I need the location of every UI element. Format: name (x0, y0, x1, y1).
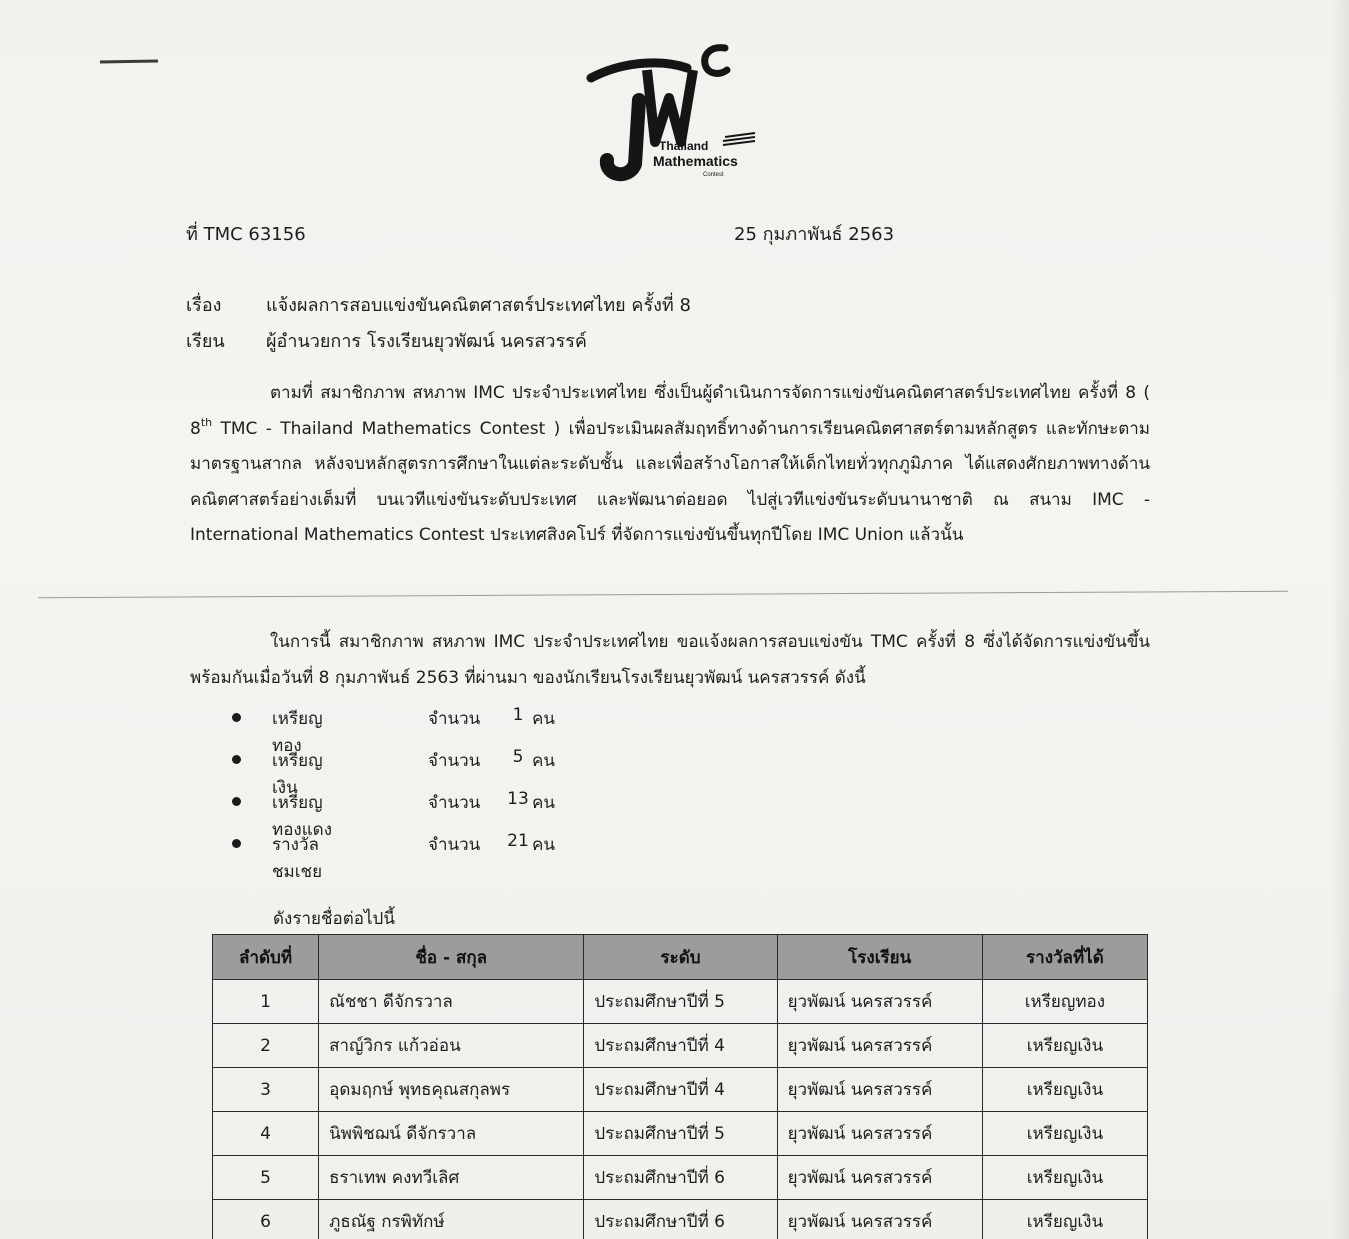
medal-unit: คน (532, 709, 555, 729)
list-intro-text: ดังรายชื่อต่อไปนี้ (273, 909, 395, 929)
table-row (213, 1200, 1148, 1239)
medal-unit: คน (532, 751, 555, 771)
medal-count-label: จำนวน (428, 835, 481, 855)
para1-part-a: ตามที่ สมาชิกภาพ สหภาพ IMC ประจำประเทศไทย ซึ่งเป็นผู้ดำเนินการจัดการแข่งขันคณิตศาสตร์ประเทศไทย ครั้งที่ 8 ( 8 (190, 383, 1150, 439)
document-date: 25 กุมภาพันธ์ 2563 (734, 224, 895, 245)
column-header-award: รางวัลที่ได้ (982, 935, 1147, 980)
table-row (213, 1068, 1148, 1112)
cell-school: ยุวพัฒน์ นครสวรรค์ (777, 1112, 982, 1156)
cell-school: ยุวพัฒน์ นครสวรรค์ (777, 1024, 982, 1068)
cell-name: ธราเทพ คงทวีเลิศ (319, 1156, 584, 1200)
medal-count: 21 (507, 831, 529, 851)
medal-count: 5 (512, 747, 524, 767)
cell-no: 6 (213, 1200, 319, 1239)
tmc-logo (585, 40, 770, 190)
para1-superscript: th (200, 415, 213, 429)
cell-no: 5 (213, 1156, 319, 1200)
medal-name: เหรียญเงิน (272, 751, 323, 798)
cell-name: สาญ์วิกร แก้วอ่อน (319, 1024, 584, 1068)
bullet-icon (232, 755, 241, 764)
recipient-label: เรียน (186, 331, 225, 352)
column-header-no: ลำดับที่ (213, 935, 319, 980)
cell-school: ยุวพัฒน์ นครสวรรค์ (777, 1068, 982, 1112)
subject-label: เรื่อง (186, 295, 222, 316)
table-row (213, 1024, 1148, 1068)
medal-unit: คน (532, 835, 555, 855)
cell-no: 3 (213, 1068, 319, 1112)
cell-name: ณัชชา ดีจักรวาล (319, 980, 584, 1024)
pen-mark (100, 59, 158, 63)
medal-name: รางวัลชมเชย (272, 835, 323, 882)
cell-level: ประถมศึกษาปีที่ 6 (584, 1200, 777, 1239)
cell-award: เหรียญเงิน (982, 1068, 1147, 1112)
document-ref-number: ที่ TMC 63156 (186, 224, 306, 245)
logo-line2: Mathematics (653, 153, 738, 169)
cell-level: ประถมศึกษาปีที่ 5 (584, 1112, 777, 1156)
cell-name: อุดมฤกษ์ พุทธคุณสกุลพร (319, 1068, 584, 1112)
medal-count: 13 (507, 789, 529, 809)
column-header-school: โรงเรียน (777, 935, 982, 980)
cell-level: ประถมศึกษาปีที่ 4 (584, 1024, 777, 1068)
bullet-icon (232, 839, 241, 848)
bullet-icon (232, 797, 241, 806)
cell-level: ประถมศึกษาปีที่ 6 (584, 1156, 777, 1200)
medal-count: 1 (512, 705, 524, 725)
cell-no: 2 (213, 1024, 319, 1068)
body-paragraph-1 (190, 376, 1150, 554)
medal-name: เหรียญทองแดง (272, 793, 333, 840)
table-header-row (213, 935, 1148, 980)
cell-no: 4 (213, 1112, 319, 1156)
cell-school: ยุวพัฒน์ นครสวรรค์ (777, 1200, 982, 1239)
cell-award: เหรียญทอง (982, 980, 1147, 1024)
cell-school: ยุวพัฒน์ นครสวรรค์ (777, 1156, 982, 1200)
page-edge-shadow (1331, 0, 1349, 1239)
subject-text: แจ้งผลการสอบแข่งขันคณิตศาสตร์ประเทศไทย ครั้งที่ 8 (266, 295, 691, 316)
para1-part-b: TMC - Thailand Mathematics Contest ) เพื่อประเมินผลสัมฤทธิ์ทางด้านการเรียนคณิตศาสตร์ตามหลักสูตร และทักษะตามมาตรฐานสากล หลังจบหลักสูตรการศึกษาในแต่ละระดับชั้น และเพื่อสร้างโอกาสให้เด็กไทยทั่วทุกภูมิภาค ได้แสดงศักยภาพทางด้านคณิตศาสตร์อย่างเต็มที่ บนเวทีแข่งขันระดับประเทศ และพัฒนาต่อยอด ไปสู่เวทีแข่งขันระดับนานาชาติ ณ สนาม IMC - International Mathematics Contest ประเทศสิงคโปร์ ที่จัดการแข่งขันขึ้นทุกปีโดย IMC Union แล้วนั้น (190, 418, 1150, 545)
cell-name: นิพพิชฌน์ ดีจักรวาล (319, 1112, 584, 1156)
cell-award: เหรียญเงิน (982, 1200, 1147, 1239)
cell-level: ประถมศึกษาปีที่ 5 (584, 980, 777, 1024)
table-row (213, 1112, 1148, 1156)
cell-award: เหรียญเงิน (982, 1156, 1147, 1200)
medal-unit: คน (532, 793, 555, 813)
column-header-level: ระดับ (584, 935, 777, 980)
medal-name: เหรียญทอง (272, 709, 323, 756)
medal-count-label: จำนวน (428, 751, 481, 771)
medal-count-label: จำนวน (428, 793, 481, 813)
recipient-text: ผู้อำนวยการ โรงเรียนยุวพัฒน์ นครสวรรค์ (266, 331, 587, 352)
table-row (213, 1156, 1148, 1200)
cell-school: ยุวพัฒน์ นครสวรรค์ (777, 980, 982, 1024)
cell-award: เหรียญเงิน (982, 1024, 1147, 1068)
cell-name: ภูธณัฐ กรพิทักษ์ (319, 1200, 584, 1239)
logo-line1: Thailand (659, 139, 709, 153)
body-paragraph-2 (190, 625, 1150, 696)
logo-line3: Contest (703, 172, 724, 178)
cell-award: เหรียญเงิน (982, 1112, 1147, 1156)
column-header-name: ชื่อ - สกุล (319, 935, 584, 980)
para2-text: ในการนี้ สมาชิกภาพ สหภาพ IMC ประจำประเทศไทย ขอแจ้งผลการสอบแข่งขัน TMC ครั้งที่ 8 ซึ่งได้จัดการแข่งขันขึ้นพร้อมกันเมื่อวันที่ 8 กุมภาพันธ์ 2563 ที่ผ่านมา ของนักเรียนโรงเรียนยุวพัฒน์ นครสวรรค์ ดังนี้ (190, 632, 1150, 688)
bullet-icon (232, 713, 241, 722)
table-row (213, 980, 1148, 1024)
cell-level: ประถมศึกษาปีที่ 4 (584, 1068, 777, 1112)
paper-fold-line (38, 591, 1288, 599)
medal-count-label: จำนวน (428, 709, 481, 729)
winners-table (212, 934, 1148, 1239)
cell-no: 1 (213, 980, 319, 1024)
